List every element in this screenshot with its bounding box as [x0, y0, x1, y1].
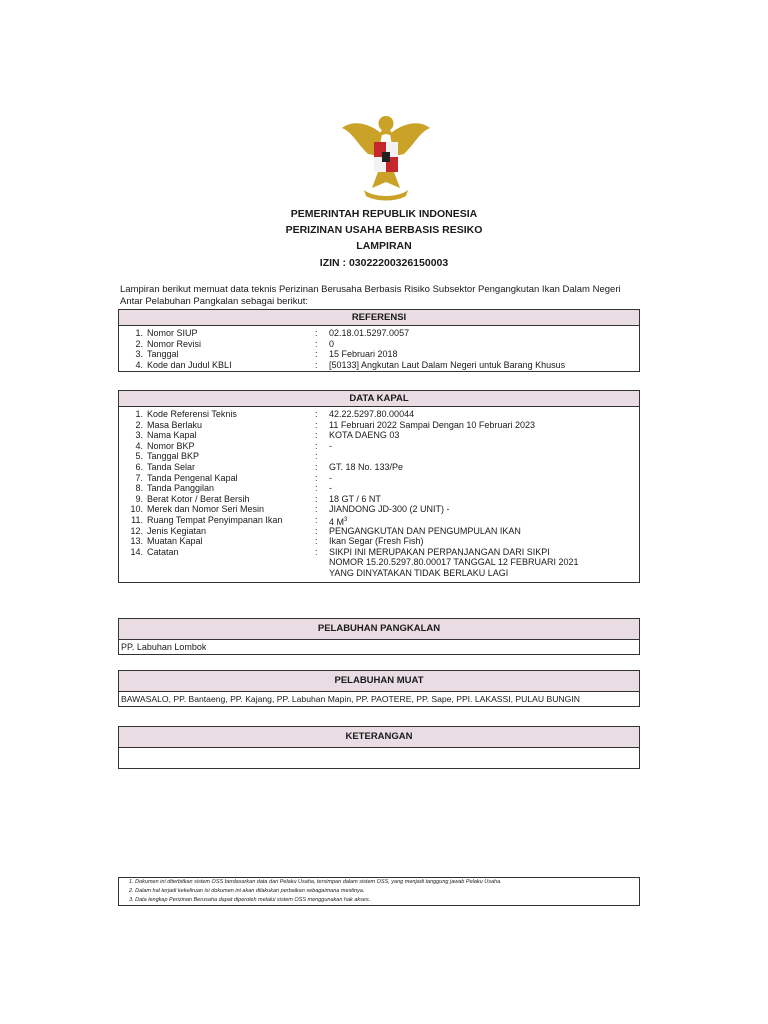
pelabuhan-muat-section [118, 670, 640, 707]
data-kapal-row: 8. Tanda Panggilan : - [135, 483, 332, 494]
footer-note: 2. Dalam hal terjadi kekeliruan isi dokumen ini akan dilakukan perbaikan sebagaimana mestinya. [129, 888, 365, 894]
referensi-row: 3. Tanggal : 15 Februari 2018 [135, 349, 398, 360]
data-kapal-row: 12. Jenis Kegiatan : PENGANGKUTAN DAN PENGUMPULAN IKAN [130, 525, 521, 536]
referensi-section [118, 309, 640, 372]
data-kapal-row: 7. Tanda Pengenal Kapal : - [135, 472, 332, 483]
footer-note: 1. Dokumen ini diterbitkan sistem OSS berdasarkan data dari Pelaku Usaha, tersimpan dalam sistem OSS, yang menjadi tanggung jawab Pelaku Usaha. [129, 879, 502, 885]
referensi-title: REFERENSI [119, 310, 639, 326]
referensi-row: 1. Nomor SIUP : 02.18.01.5297.0057 [135, 328, 410, 338]
footer-notes [118, 877, 640, 906]
data-kapal-row: 6. Tanda Selar : GT. 18 No. 133/Pe [135, 461, 404, 472]
pelabuhan-muat-value: BAWASALO, PP. Bantaeng, PP. Kajang, PP. Labuhan Mapin, PP. PAOTERE, PP. Sape, PPI. LAKASSI, PULAU BUNGIN [119, 691, 639, 706]
data-kapal-row: 5. Tanggal BKP : [135, 451, 318, 462]
pelabuhan-muat-title: PELABUHAN MUAT [119, 671, 639, 691]
data-kapal-title: DATA KAPAL [119, 391, 639, 407]
keterangan-value [119, 747, 639, 768]
header-lampiran: LAMPIRAN [356, 240, 412, 252]
data-kapal-row: 10. Merek dan Nomor Seri Mesin : JIANDONG JD-300 (2 UNIT) - [130, 504, 450, 515]
referensi-row: 4. Kode dan Judul KBLI : [50133] Angkutan Laut Dalam Negeri untuk Barang Khusus [135, 359, 566, 370]
data-kapal-row: 9. Berat Kotor / Berat Bersih : 18 GT / 6 NT [135, 493, 381, 504]
pelabuhan-pangkalan-title: PELABUHAN PANGKALAN [119, 619, 639, 639]
data-kapal-row: 14. Catatan : SIKPI INI MERUPAKAN PERPANJANGAN DARI SIKPI NOMOR 15.20.5297.80.00017 TANGGAL 12 FEBRUARI 2021 YANG DINYATAKAN TIDAK BERLAKU LAGI [130, 546, 579, 578]
keterangan-section [118, 726, 640, 769]
garuda-emblem-icon [338, 112, 434, 202]
data-kapal-row: 13. Muatan Kapal : Ikan Segar (Fresh Fish) [130, 536, 424, 547]
pelabuhan-pangkalan-section [118, 618, 640, 655]
data-kapal-row: 1. Kode Referensi Teknis : 42.22.5297.80.00044 [135, 409, 415, 419]
footer-note: 3. Data lengkap Perizinan Berusaha dapat diperoleh melalui sistem OSS menggunakan hak akses. [129, 897, 371, 903]
pelabuhan-pangkalan-value: PP. Labuhan Lombok [119, 639, 639, 654]
intro-paragraph: Lampiran berikut memuat data teknis Perizinan Berusaha Berbasis Risiko Subsektor Pengangkutan Ikan Dalam Negeri Antar Pelabuhan Pangkalan sebagai berikut: [120, 284, 621, 307]
keterangan-title: KETERANGAN [119, 727, 639, 747]
data-kapal-row: 4. Nomor BKP : - [135, 440, 332, 451]
referensi-row: 2. Nomor Revisi : 0 [135, 338, 335, 349]
header-government: PEMERINTAH REPUBLIK INDONESIA [290, 208, 478, 220]
header-licensing: PERIZINAN USAHA BERBASIS RESIKO [285, 224, 483, 236]
data-kapal-row: 3. Nama Kapal : KOTA DAENG 03 [135, 430, 400, 441]
header-permit-number: IZIN : 03022200326150003 [319, 257, 449, 269]
data-kapal-section [118, 390, 640, 583]
data-kapal-row: 11. Ruang Tempat Penyimpanan Ikan : 4 $M^3$ [131, 514, 348, 527]
data-kapal-row: 2. Masa Berlaku : 11 Februari 2022 Sampai Dengan 10 Februari 2023 [135, 419, 535, 430]
